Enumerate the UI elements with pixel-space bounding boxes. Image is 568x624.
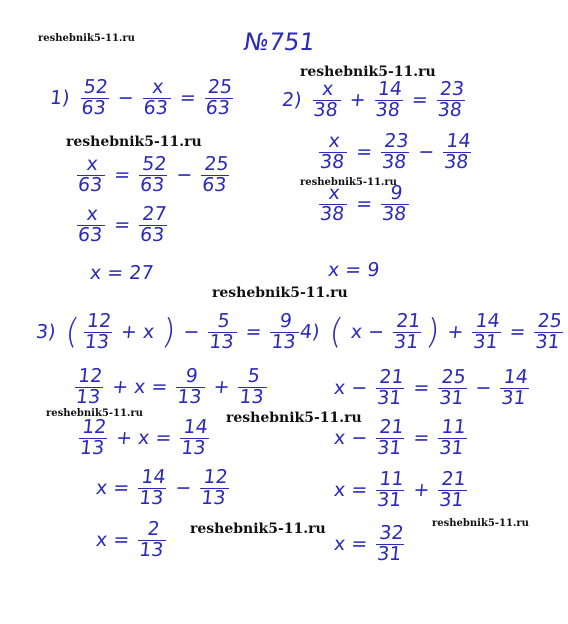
operator: x = (332, 479, 369, 502)
numerator: 25 (203, 153, 230, 175)
denominator: 13 (208, 330, 235, 353)
denominator: 38 (380, 202, 408, 225)
fraction (498, 368, 530, 409)
fraction (441, 132, 473, 173)
problem-label: 2) (280, 89, 303, 112)
numerator: 21 (440, 468, 467, 490)
numerator: 9 (278, 310, 293, 332)
fraction (372, 80, 404, 121)
operator: = (244, 321, 263, 344)
numerator: 14 (182, 416, 209, 438)
operator: − (175, 164, 194, 187)
problem-3-step (70, 367, 272, 408)
operator: − (116, 87, 135, 110)
operator: + x = (115, 427, 173, 450)
watermark: reshebnik5-11.ru (38, 33, 135, 44)
denominator: 31 (472, 330, 499, 353)
denominator: 13 (78, 436, 106, 459)
numerator: 5 (216, 310, 231, 332)
numerator: 11 (440, 416, 467, 438)
operator: x = (94, 529, 131, 552)
operator: = (113, 214, 132, 237)
numerator: 14 (474, 310, 501, 332)
denominator: 13 (238, 385, 265, 408)
fraction (178, 418, 210, 459)
operator: − (174, 477, 193, 500)
problem-4-equation (298, 312, 568, 353)
problem-4-step (326, 418, 472, 459)
fraction (78, 78, 110, 119)
fraction (268, 312, 300, 353)
fraction (379, 132, 411, 173)
problem-3-equation (34, 312, 304, 353)
operator: − (182, 321, 201, 344)
fraction (206, 312, 238, 353)
numerator: x (85, 153, 100, 175)
problem-2-equation (280, 80, 470, 121)
parenthesis: ( (327, 312, 345, 353)
fraction (310, 80, 342, 121)
operator: = (508, 321, 527, 344)
operator: x − (349, 321, 386, 344)
fraction (391, 312, 423, 353)
watermark: reshebnik5-11.ru (226, 410, 362, 426)
watermark: reshebnik5-11.ru (190, 521, 326, 537)
numerator: 25 (206, 76, 234, 98)
fraction (435, 80, 467, 121)
parenthesis: ) (160, 312, 178, 353)
watermark: reshebnik5-11.ru (66, 134, 202, 150)
fraction (436, 418, 468, 459)
fraction (137, 155, 169, 196)
denominator: 13 (200, 486, 227, 509)
fraction (436, 368, 468, 409)
numerator: 21 (395, 310, 422, 332)
denominator: 31 (392, 330, 420, 353)
operator: x − (332, 377, 369, 400)
operator: = (355, 193, 374, 216)
fraction (532, 312, 564, 353)
denominator: 31 (376, 436, 403, 459)
operator: + (212, 376, 231, 399)
fraction (199, 155, 231, 196)
denominator: 38 (436, 98, 464, 121)
fraction (374, 524, 406, 565)
operator: = (412, 377, 431, 400)
fraction (77, 418, 109, 459)
fraction (203, 78, 235, 119)
numerator: x (85, 203, 100, 225)
operator: = (410, 89, 429, 112)
numerator: 9 (184, 365, 199, 387)
denominator: 63 (138, 173, 166, 196)
fraction (136, 520, 168, 561)
denominator: 63 (76, 173, 104, 196)
problem-2-step (314, 184, 415, 225)
numerator: 9 (389, 182, 404, 204)
problem-4-step (326, 470, 472, 511)
fraction (174, 367, 206, 408)
denominator: 31 (438, 488, 465, 511)
operator: − (417, 141, 436, 164)
denominator: 13 (74, 385, 102, 408)
parenthesis: ( (63, 312, 81, 353)
denominator: 13 (138, 486, 165, 509)
numerator: 5 (246, 365, 261, 387)
fraction (470, 312, 502, 353)
numerator: 25 (536, 310, 564, 332)
numerator: 12 (77, 365, 104, 387)
problem-2-step (314, 132, 477, 173)
denominator: 31 (500, 386, 527, 409)
denominator: 38 (443, 150, 470, 173)
operator: = (178, 87, 197, 110)
fraction (140, 78, 172, 119)
numerator: 21 (378, 416, 405, 438)
denominator: 63 (142, 96, 169, 119)
numerator: 11 (378, 468, 405, 490)
numerator: x (151, 76, 165, 98)
numerator: 52 (141, 153, 168, 175)
denominator: 63 (80, 96, 107, 119)
numerator: 14 (140, 466, 167, 488)
operator: x = (332, 533, 369, 556)
operator: x = (94, 477, 131, 500)
numerator: 12 (81, 416, 108, 438)
denominator: 63 (204, 96, 232, 119)
denominator: 63 (138, 223, 166, 246)
operator: + x = (111, 376, 169, 399)
fraction (75, 205, 107, 246)
numerator: 14 (376, 78, 404, 100)
denominator: 31 (376, 542, 403, 565)
denominator: 13 (176, 385, 203, 408)
fraction (374, 368, 406, 409)
watermark: reshebnik5-11.ru (432, 518, 529, 529)
parenthesis: ) (424, 312, 442, 353)
numerator: 25 (440, 366, 467, 388)
watermark: reshebnik5-11.ru (46, 408, 143, 419)
operator: + x (119, 321, 156, 344)
fraction (137, 205, 169, 246)
denominator: 13 (138, 538, 165, 561)
denominator: 38 (312, 98, 339, 121)
fraction (374, 418, 406, 459)
denominator: 31 (534, 330, 561, 353)
problem-label: 4) (298, 321, 321, 344)
denominator: 38 (318, 202, 346, 225)
problem-3-step (74, 418, 214, 459)
denominator: 31 (438, 386, 465, 409)
problem-1-answer: x = 27 (88, 262, 155, 284)
operator: − (474, 377, 493, 400)
watermark: reshebnik5-11.ru (212, 285, 348, 301)
fraction (436, 470, 468, 511)
denominator: 31 (438, 436, 465, 459)
numerator: x (327, 130, 342, 152)
operator: = (355, 141, 374, 164)
problem-label: 3) (34, 321, 57, 344)
operator: = (113, 164, 132, 187)
problem-label: 1) (48, 87, 71, 110)
numerator: 12 (202, 466, 229, 488)
numerator: 2 (146, 518, 161, 540)
denominator: 63 (76, 223, 104, 246)
fraction (198, 468, 230, 509)
numerator: 23 (383, 130, 410, 152)
operator: + (412, 479, 431, 502)
denominator: 13 (180, 436, 207, 459)
numerator: x (327, 182, 342, 204)
numerator: 14 (502, 366, 529, 388)
problem-1-step (72, 205, 173, 246)
problem-3-answer (88, 520, 172, 561)
fraction (317, 132, 349, 173)
operator: + (348, 89, 367, 112)
fraction (136, 468, 168, 509)
fraction (82, 312, 114, 353)
numerator: 14 (445, 130, 472, 152)
operator: = (412, 427, 431, 450)
numerator: 27 (141, 203, 168, 225)
denominator: 13 (83, 330, 111, 353)
numerator: 23 (438, 78, 466, 100)
fraction (317, 184, 349, 225)
fraction (236, 367, 268, 408)
fraction (374, 470, 406, 511)
numerator: 52 (82, 76, 110, 98)
problem-4-step (326, 368, 534, 409)
problem-4-answer (326, 524, 410, 565)
denominator: 38 (380, 150, 408, 173)
denominator: 38 (374, 98, 401, 121)
numerator: 12 (85, 310, 113, 332)
numerator: 21 (378, 366, 405, 388)
exercise-number: №751 (242, 28, 317, 56)
problem-1-step (72, 155, 235, 196)
fraction (73, 367, 105, 408)
denominator: 38 (318, 150, 346, 173)
watermark: reshebnik5-11.ru (300, 64, 436, 80)
fraction (379, 184, 411, 225)
denominator: 31 (376, 488, 403, 511)
operator: + (446, 321, 465, 344)
problem-1-equation (48, 78, 238, 119)
problem-3-step (88, 468, 234, 509)
watermark: reshebnik5-11.ru (300, 177, 397, 188)
numerator: x (321, 78, 335, 100)
fraction (75, 155, 107, 196)
operator: x − (332, 427, 369, 450)
denominator: 13 (270, 330, 297, 353)
problem-2-answer: x = 9 (326, 259, 381, 281)
numerator: 32 (378, 522, 405, 544)
denominator: 63 (201, 173, 228, 196)
denominator: 31 (376, 386, 403, 409)
